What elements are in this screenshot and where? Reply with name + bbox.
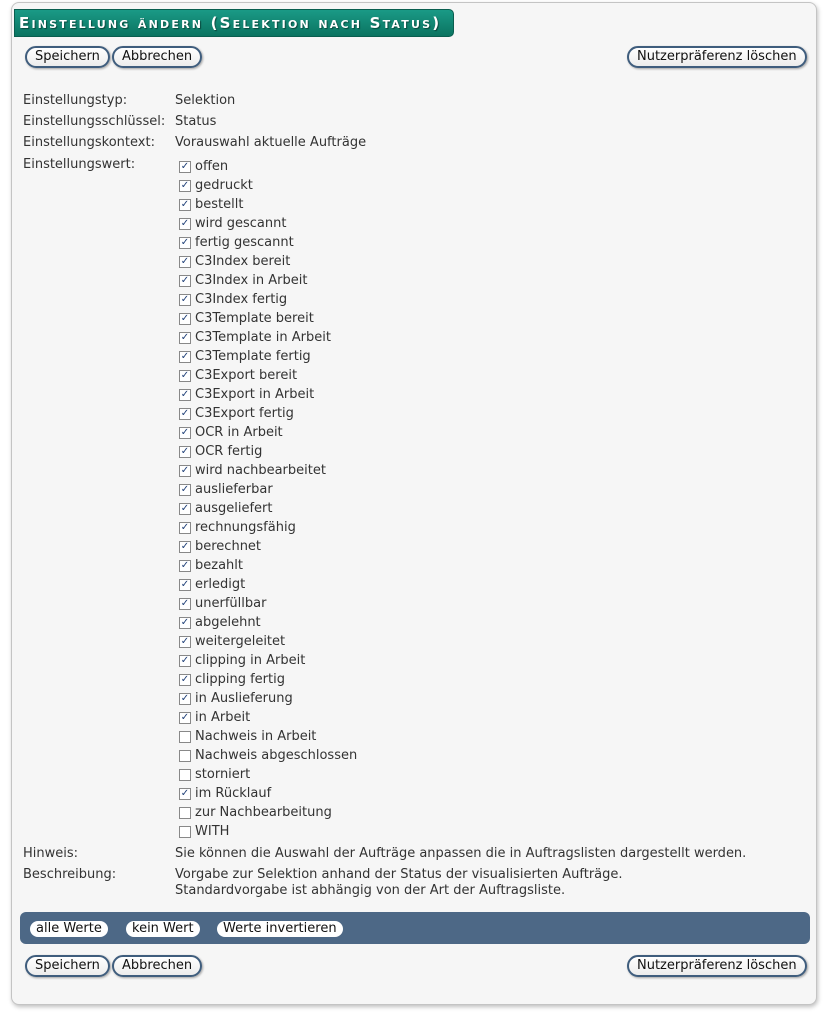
checkbox-checked[interactable]	[179, 313, 191, 325]
status-option-label: im Rücklauf	[195, 786, 272, 801]
status-option[interactable]	[179, 309, 314, 328]
checkbox-checked[interactable]	[179, 237, 191, 249]
checkbox-checked[interactable]	[179, 294, 191, 306]
status-option-label: C3Template bereit	[195, 311, 314, 326]
checkbox-unchecked[interactable]	[179, 826, 191, 838]
status-option-label: C3Export fertig	[195, 406, 294, 421]
status-option[interactable]	[179, 461, 326, 480]
delete-preference-button-bottom[interactable]: Nutzerpräferenz löschen	[627, 955, 807, 977]
page-title: Einstellung ändern (Selektion nach Status)	[14, 9, 454, 37]
status-option-label: C3Index fertig	[195, 292, 288, 307]
checkbox-unchecked[interactable]	[179, 807, 191, 819]
cancel-button-top[interactable]: Abbrechen	[112, 46, 202, 68]
bulk-action-bar	[20, 912, 810, 944]
status-option-label: fertig gescannt	[195, 235, 294, 250]
status-option[interactable]	[179, 423, 283, 442]
status-option-label: zur Nachbearbeitung	[195, 805, 332, 820]
status-option-label: erledigt	[195, 577, 246, 592]
status-option[interactable]	[179, 784, 271, 803]
status-option[interactable]	[179, 385, 314, 404]
status-option[interactable]	[179, 442, 262, 461]
setting-value-label: Einstellungswert:	[23, 157, 136, 172]
status-option-label: C3Export in Arbeit	[195, 387, 315, 402]
checkbox-checked[interactable]	[179, 199, 191, 211]
checkbox-unchecked[interactable]	[179, 731, 191, 743]
cancel-button-bottom[interactable]: Abbrechen	[112, 955, 202, 977]
status-option-label: berechnet	[195, 539, 262, 554]
checkbox-unchecked[interactable]	[179, 750, 191, 762]
status-option[interactable]	[179, 195, 243, 214]
status-option[interactable]	[179, 328, 331, 347]
status-option[interactable]	[179, 347, 311, 366]
status-option-label: OCR in Arbeit	[195, 425, 283, 440]
checkbox-checked[interactable]	[179, 161, 191, 173]
setting-context-value: Vorauswahl aktuelle Aufträge	[175, 135, 367, 150]
checkbox-checked[interactable]	[179, 655, 191, 667]
checkbox-checked[interactable]	[179, 218, 191, 230]
status-option[interactable]	[179, 822, 229, 841]
status-option-label: gedruckt	[195, 178, 253, 193]
hint-text: Sie können die Auswahl der Aufträge anpassen die in Auftragslisten dargestellt werden.	[175, 846, 747, 861]
description-label: Beschreibung:	[23, 867, 117, 882]
checkbox-checked[interactable]	[179, 484, 191, 496]
status-option[interactable]	[179, 613, 261, 632]
checkbox-checked[interactable]	[179, 560, 191, 572]
checkbox-checked[interactable]	[179, 617, 191, 629]
status-option[interactable]	[179, 727, 316, 746]
status-option-label: bestellt	[195, 197, 244, 212]
checkbox-checked[interactable]	[179, 351, 191, 363]
checkbox-checked[interactable]	[179, 541, 191, 553]
description-text-line-2: Standardvorgabe ist abhängig von der Art der Auftragsliste.	[175, 883, 566, 898]
status-option-label: C3Template fertig	[195, 349, 311, 364]
checkbox-checked[interactable]	[179, 579, 191, 591]
status-option[interactable]	[179, 632, 285, 651]
status-option[interactable]	[179, 518, 296, 537]
checkbox-checked[interactable]	[179, 693, 191, 705]
status-option-label: C3Export bereit	[195, 368, 298, 383]
checkbox-checked[interactable]	[179, 427, 191, 439]
status-option[interactable]	[179, 480, 273, 499]
status-option-label: wird nachbearbeitet	[195, 463, 326, 478]
status-option[interactable]	[179, 271, 307, 290]
select-none-button[interactable]: kein Wert	[126, 921, 200, 937]
status-option[interactable]	[179, 157, 228, 176]
select-all-button[interactable]: alle Werte	[30, 921, 108, 937]
status-option-label: clipping fertig	[195, 672, 285, 687]
checkbox-checked[interactable]	[179, 522, 191, 534]
status-option-label: C3Index in Arbeit	[195, 273, 308, 288]
setting-type-label: Einstellungstyp:	[23, 93, 128, 108]
save-button-top[interactable]: Speichern	[25, 46, 110, 68]
save-button-bottom[interactable]: Speichern	[25, 955, 110, 977]
status-option[interactable]	[179, 366, 297, 385]
status-option-label: in Auslieferung	[195, 691, 293, 706]
status-option-label: ausgeliefert	[195, 501, 273, 516]
status-option-label: Nachweis in Arbeit	[195, 729, 317, 744]
setting-type-value: Selektion	[175, 93, 236, 108]
status-option[interactable]	[179, 290, 287, 309]
checkbox-checked[interactable]	[179, 370, 191, 382]
checkbox-checked[interactable]	[179, 503, 191, 515]
status-option[interactable]	[179, 176, 253, 195]
invert-selection-button[interactable]: Werte invertieren	[217, 921, 343, 937]
status-option-label: offen	[195, 159, 229, 174]
status-option[interactable]	[179, 499, 272, 518]
status-option[interactable]	[179, 746, 357, 765]
status-option[interactable]	[179, 575, 245, 594]
status-option[interactable]	[179, 765, 250, 784]
status-option-label: storniert	[195, 767, 251, 782]
checkbox-checked[interactable]	[179, 180, 191, 192]
status-option-label: weitergeleitet	[195, 634, 286, 649]
status-option-label: unerfüllbar	[195, 596, 267, 611]
delete-preference-button-top[interactable]: Nutzerpräferenz löschen	[627, 46, 807, 68]
status-option[interactable]	[179, 404, 294, 423]
status-option[interactable]	[179, 594, 266, 613]
hint-label: Hinweis:	[23, 846, 79, 861]
status-option[interactable]	[179, 651, 305, 670]
status-option-label: clipping in Arbeit	[195, 653, 306, 668]
status-option-label: rechnungsfähig	[195, 520, 296, 535]
status-option-label: abgelehnt	[195, 615, 261, 630]
status-option-label: bezahlt	[195, 558, 243, 573]
setting-key-value: Status	[175, 114, 217, 129]
status-option[interactable]	[179, 708, 250, 727]
checkbox-checked[interactable]	[179, 332, 191, 344]
checkbox-checked[interactable]	[179, 674, 191, 686]
setting-key-label: Einstellungsschlüssel:	[23, 114, 166, 129]
checkbox-checked[interactable]	[179, 275, 191, 287]
status-option-label: C3Index bereit	[195, 254, 291, 269]
checkbox-checked[interactable]	[179, 389, 191, 401]
status-option-label: Nachweis abgeschlossen	[195, 748, 358, 763]
description-text-line-1: Vorgabe zur Selektion anhand der Status der visualisierten Aufträge.	[175, 867, 623, 882]
status-option[interactable]	[179, 556, 243, 575]
status-option-label: OCR fertig	[195, 444, 263, 459]
status-option[interactable]	[179, 537, 261, 556]
checkbox-checked[interactable]	[179, 598, 191, 610]
checkbox-unchecked[interactable]	[179, 769, 191, 781]
status-option[interactable]	[179, 803, 332, 822]
status-option-label: in Arbeit	[195, 710, 251, 725]
status-option[interactable]	[179, 689, 293, 708]
status-option-label: C3Template in Arbeit	[195, 330, 331, 345]
setting-context-label: Einstellungskontext:	[23, 135, 155, 150]
status-option[interactable]	[179, 670, 285, 689]
checkbox-checked[interactable]	[179, 408, 191, 420]
status-option[interactable]	[179, 252, 290, 271]
checkbox-checked[interactable]	[179, 446, 191, 458]
status-option-label: WITH	[195, 824, 230, 839]
checkbox-checked[interactable]	[179, 636, 191, 648]
status-option-label: wird gescannt	[195, 216, 287, 231]
checkbox-checked[interactable]	[179, 788, 191, 800]
checkbox-checked[interactable]	[179, 712, 191, 724]
status-option-label: auslieferbar	[195, 482, 273, 497]
status-option[interactable]	[179, 233, 294, 252]
checkbox-checked[interactable]	[179, 465, 191, 477]
status-option[interactable]	[179, 214, 286, 233]
checkbox-checked[interactable]	[179, 256, 191, 268]
